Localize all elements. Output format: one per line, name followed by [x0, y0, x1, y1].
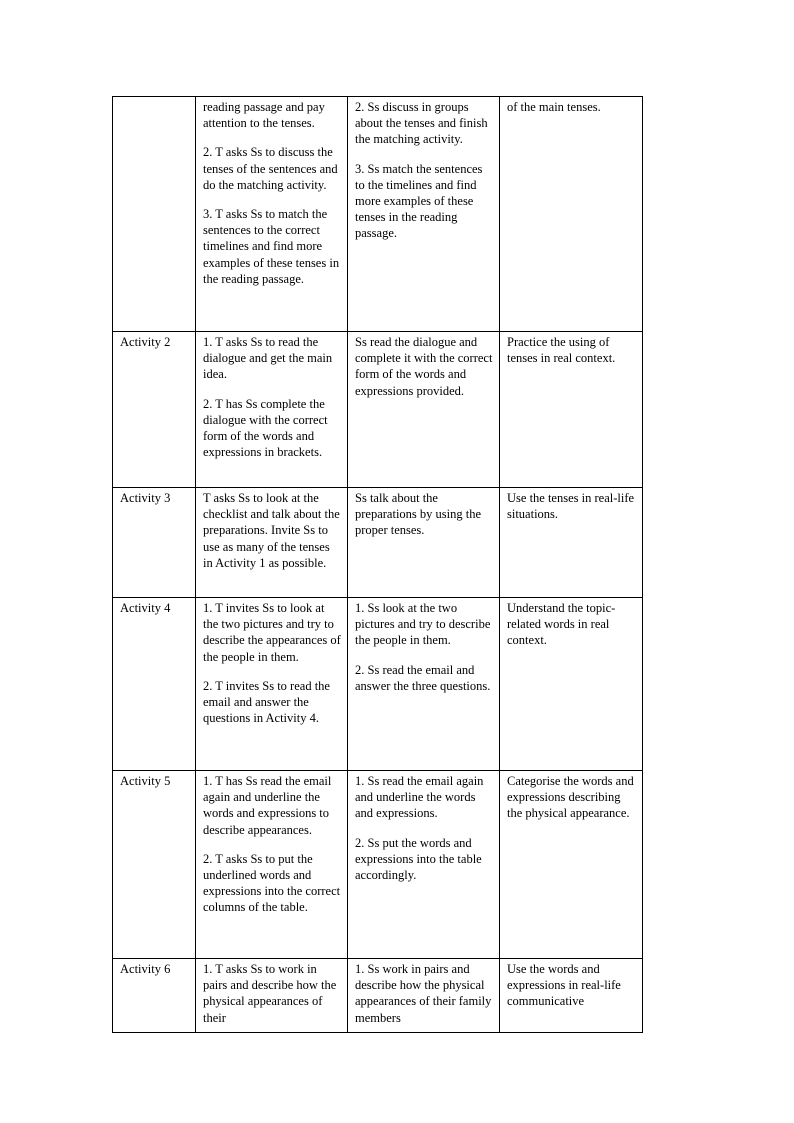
student-activity-cell — [348, 771, 500, 959]
student-activity-cell — [348, 959, 500, 1033]
purpose-text: Practice the using of tenses in real context. — [507, 335, 616, 366]
purpose-cell — [500, 332, 643, 488]
table-row — [113, 97, 643, 332]
activity-cell — [113, 959, 196, 1033]
teacher-activity-cell — [196, 488, 348, 598]
student-step: 1. Ss work in pairs and describe how the physical appearances of their family members — [355, 962, 492, 1025]
student-step: 3. Ss match the sentences to the timelines and find more examples of these tenses in the reading passage. — [355, 161, 483, 241]
student-step: 1. Ss read the email again and underline the words and expressions. — [355, 774, 484, 821]
teacher-activity-cell — [196, 332, 348, 488]
teacher-step: reading passage and pay attention to the tenses. — [203, 100, 325, 131]
table-row — [113, 598, 643, 771]
teacher-step: T asks Ss to look at the checklist and talk about the preparations. Invite Ss to use as many of the tenses in Activity 1 as possible. — [203, 491, 340, 570]
teacher-step: 2. T has Ss complete the dialogue with the correct form of the words and expressions in brackets. — [203, 396, 328, 460]
teacher-step: 2. T invites Ss to read the email and answer the questions in Activity 4. — [203, 678, 330, 726]
student-activity-cell — [348, 598, 500, 771]
student-step: 1. Ss look at the two pictures and try to describe the people in them. — [355, 601, 491, 648]
purpose-text: Use the tenses in real-life situations. — [507, 491, 635, 522]
table-row — [113, 488, 643, 598]
table-row — [113, 771, 643, 959]
purpose-cell — [500, 959, 643, 1033]
teacher-activity-cell — [196, 598, 348, 771]
student-activity-cell — [348, 488, 500, 598]
activity-cell — [113, 97, 196, 332]
table-row — [113, 959, 643, 1033]
teacher-step: 1. T asks Ss to work in pairs and describe how the physical appearances of their — [203, 962, 337, 1025]
student-step: Ss talk about the preparations by using the proper tenses. — [355, 491, 482, 538]
purpose-text: Categorise the words and expressions describing the physical appearance. — [507, 774, 634, 821]
table-row — [113, 332, 643, 488]
teacher-activity-cell — [196, 97, 348, 332]
activity-label: Activity 4 — [120, 601, 171, 615]
student-step: 2. Ss read the email and answer the three questions. — [355, 662, 491, 693]
teacher-activity-cell — [196, 959, 348, 1033]
activity-label: Activity 5 — [120, 774, 171, 788]
teacher-step: 1. T invites Ss to look at the two pictures and try to describe the appearances of the people in them. — [203, 601, 341, 664]
purpose-cell — [500, 97, 643, 332]
student-activity-cell — [348, 97, 500, 332]
teacher-step: 1. T asks Ss to read the dialogue and get the main idea. — [203, 335, 333, 382]
teacher-activity-cell — [196, 771, 348, 959]
purpose-text: Understand the topic-related words in real context. — [507, 601, 616, 648]
activity-cell — [113, 332, 196, 488]
student-step: 2. Ss put the words and expressions into the table accordingly. — [355, 835, 482, 883]
student-step: 2. Ss discuss in groups about the tenses and finish the matching activity. — [355, 100, 488, 147]
purpose-cell — [500, 771, 643, 959]
activity-label: Activity 3 — [120, 491, 171, 505]
activity-cell — [113, 598, 196, 771]
teacher-step: 1. T has Ss read the email again and underline the words and expressions to describe appearances. — [203, 774, 332, 837]
teacher-step: 3. T asks Ss to match the sentences to the correct timelines and find more examples of these tenses in the reading passage. — [203, 207, 340, 286]
purpose-text: Use the words and expressions in real-life communicative — [507, 962, 621, 1009]
teacher-step: 2. T asks Ss to discuss the tenses of the sentences and do the matching activity. — [203, 145, 338, 192]
activity-cell — [113, 488, 196, 598]
purpose-text: of the main tenses. — [507, 100, 601, 114]
activity-label: Activity 2 — [120, 335, 171, 349]
activity-label: Activity 6 — [120, 962, 171, 976]
purpose-cell — [500, 598, 643, 771]
lesson-plan-table — [112, 96, 643, 1033]
teacher-step: 2. T asks Ss to put the underlined words and expressions into the correct columns of the table. — [203, 851, 341, 915]
purpose-cell — [500, 488, 643, 598]
activity-cell — [113, 771, 196, 959]
student-step: Ss read the dialogue and complete it with the correct form of the words and expressions provided. — [355, 335, 493, 398]
student-activity-cell — [348, 332, 500, 488]
